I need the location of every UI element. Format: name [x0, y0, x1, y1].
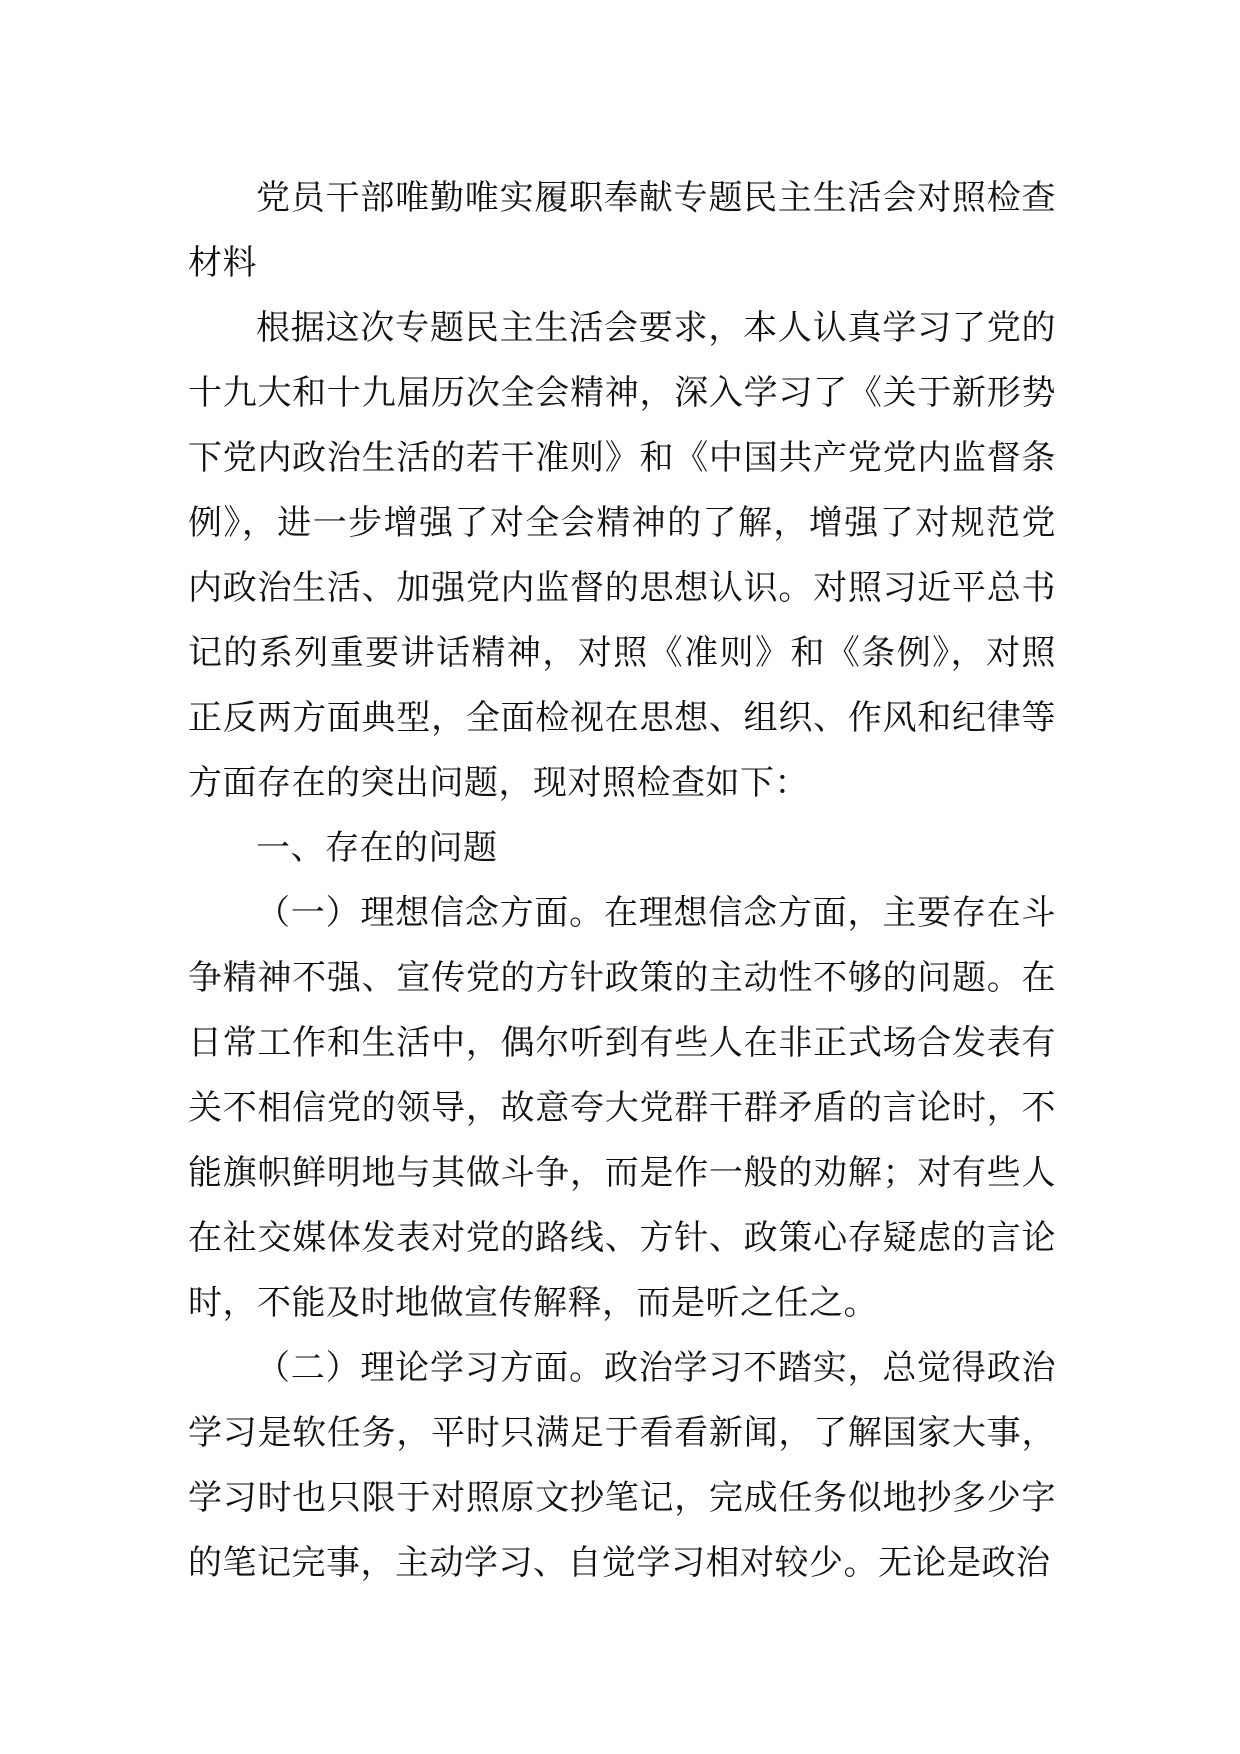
paragraph-theory-study: （二）理论学习方面。政治学习不踏实，总觉得政治学习是软任务，平时只满足于看看新闻，了解国家大事，学习时也只限于对照原文抄笔记，完成任务似地抄多少字的笔记完事，主动学习、自觉学习相对较少。无论是政治	[188, 1348, 1056, 1583]
document-title: 党员干部唯勤唯实履职奉献专题民主生活会对照检查材料	[188, 178, 1056, 283]
section-heading-problems: 一、存在的问题	[256, 828, 498, 868]
intro-paragraph: 根据这次专题民主生活会要求，本人认真学习了党的十九大和十九届历次全会精神，深入学习了《关于新形势下党内政治生活的若干准则》和《中国共产党党内监督条例》，进一步增强了对全会精神的了解，增强了对规范党内政治生活、加强党内监督的思想认识。对照习近平总书记的系列重要讲话精神，对照《准则》和《条例》，对照正反两方面典型，全面检视在思想、组织、作风和纪律等方面存在的突出问题，现对照检查如下：	[188, 308, 1056, 803]
document-page	[188, 166, 1056, 1596]
paragraph-ideals-beliefs: （一）理想信念方面。在理想信念方面，主要存在斗争精神不强、宣传党的方针政策的主动性不够的问题。在日常工作和生活中，偶尔听到有些人在非正式场合发表有关不相信党的领导，故意夸大党群干群矛盾的言论时，不能旗帜鲜明地与其做斗争，而是作一般的劝解；对有些人在社交媒体发表对党的路线、方针、政策心存疑虑的言论时，不能及时地做宣传解释，而是听之任之。	[188, 893, 1056, 1323]
